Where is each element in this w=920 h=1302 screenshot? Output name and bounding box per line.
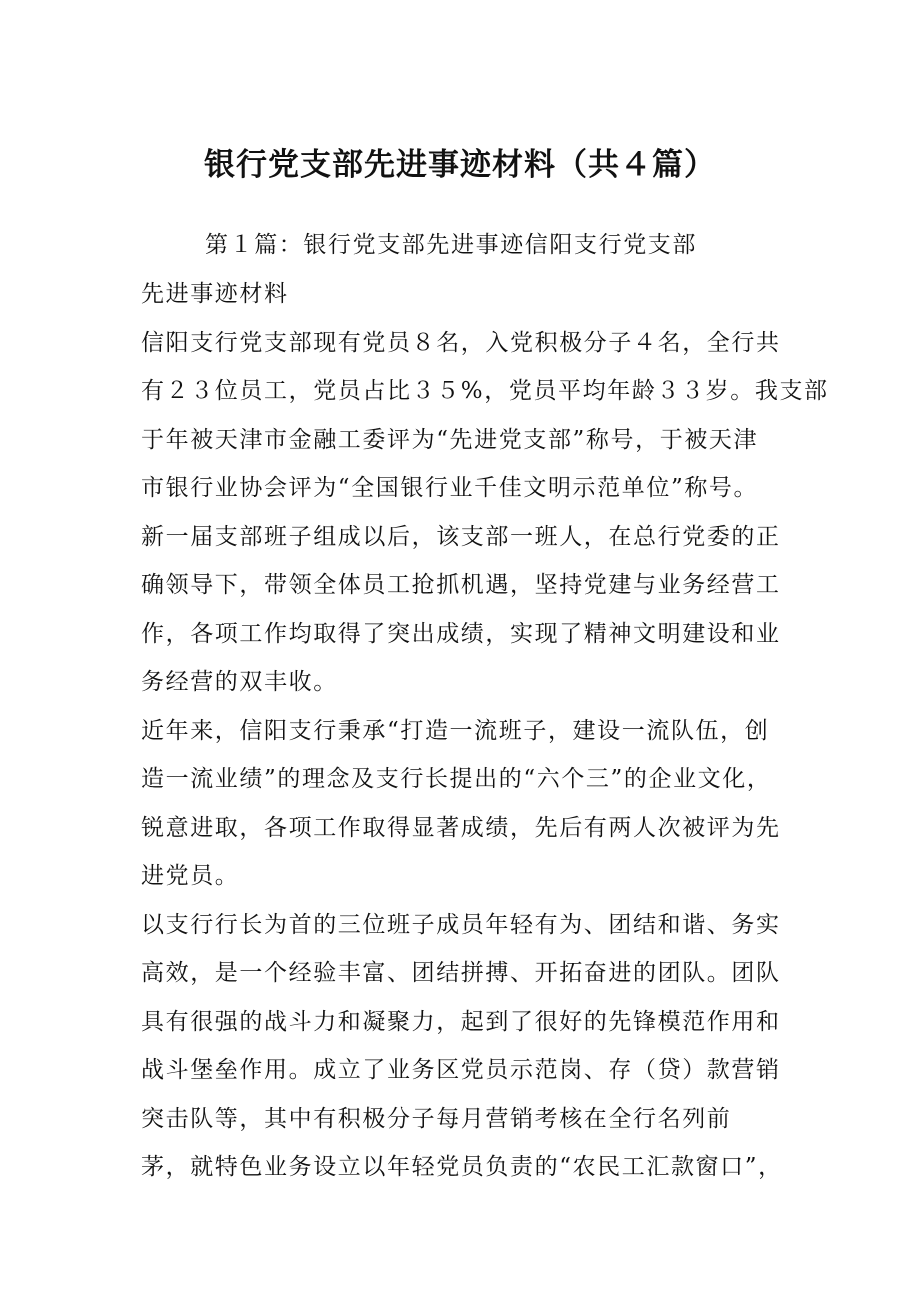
paragraph-line: 锐意进取，各项工作取得显著成绩，先后有两人次被评为先	[141, 815, 781, 841]
paragraph-line: 新一届支部班子组成以后，该支部一班人，在总行党委的正	[141, 524, 781, 550]
paragraph-line: 进党员。	[141, 863, 240, 889]
paragraph-line: 确领导下，带领全体员工抢抓机遇，坚持党建与业务经营工	[141, 572, 781, 598]
paragraph-line: 于年被天津市金融工委评为“先进党支部”称号，于被天津	[141, 427, 759, 453]
paragraph-line: 务经营的双丰收。	[141, 669, 338, 695]
paragraph-line: 以支行行长为首的三位班子成员年轻有为、团结和谐、务实	[141, 912, 781, 938]
chapter-heading-continued: 先进事迹材料	[141, 281, 289, 307]
chapter-heading: 第１篇：银行党支部先进事迹信阳支行党支部	[205, 232, 697, 258]
paragraph-line: 具有很强的战斗力和凝聚力，起到了很好的先锋模范作用和	[141, 1009, 781, 1035]
paragraph-line: 近年来，信阳支行秉承“打造一流班子，建设一流队伍，创	[141, 718, 770, 744]
paragraph-line: 高效，是一个经验丰富、团结拼搏、开拓奋进的团队。团队	[141, 960, 781, 986]
paragraph-line: 战斗堡垒作用。成立了业务区党员示范岗、存（贷）款营销	[141, 1057, 781, 1083]
paragraph-line: 造一流业绩”的理念及支行长提出的“六个三”的企业文化，	[141, 766, 772, 792]
paragraph-line: 作，各项工作均取得了突出成绩，实现了精神文明建设和业	[141, 621, 781, 647]
paragraph-line: 有２３位员工，党员占比３５%，党员平均年龄３３岁。我支部	[141, 378, 829, 404]
paragraph-line: 突击队等，其中有积极分子每月营销考核在全行名列前	[141, 1106, 732, 1132]
paragraph-line: 茅，就特色业务设立以年轻党员负责的“农民工汇款窗口”，	[141, 1154, 783, 1180]
paragraph-line: 市银行业协会评为“全国银行业千佳文明示范单位”称号。	[141, 475, 759, 501]
paragraph-line: 信阳支行党支部现有党员８名，入党积极分子４名，全行共	[141, 330, 781, 356]
document-title: 银行党支部先进事迹材料（共４篇）	[204, 147, 716, 183]
